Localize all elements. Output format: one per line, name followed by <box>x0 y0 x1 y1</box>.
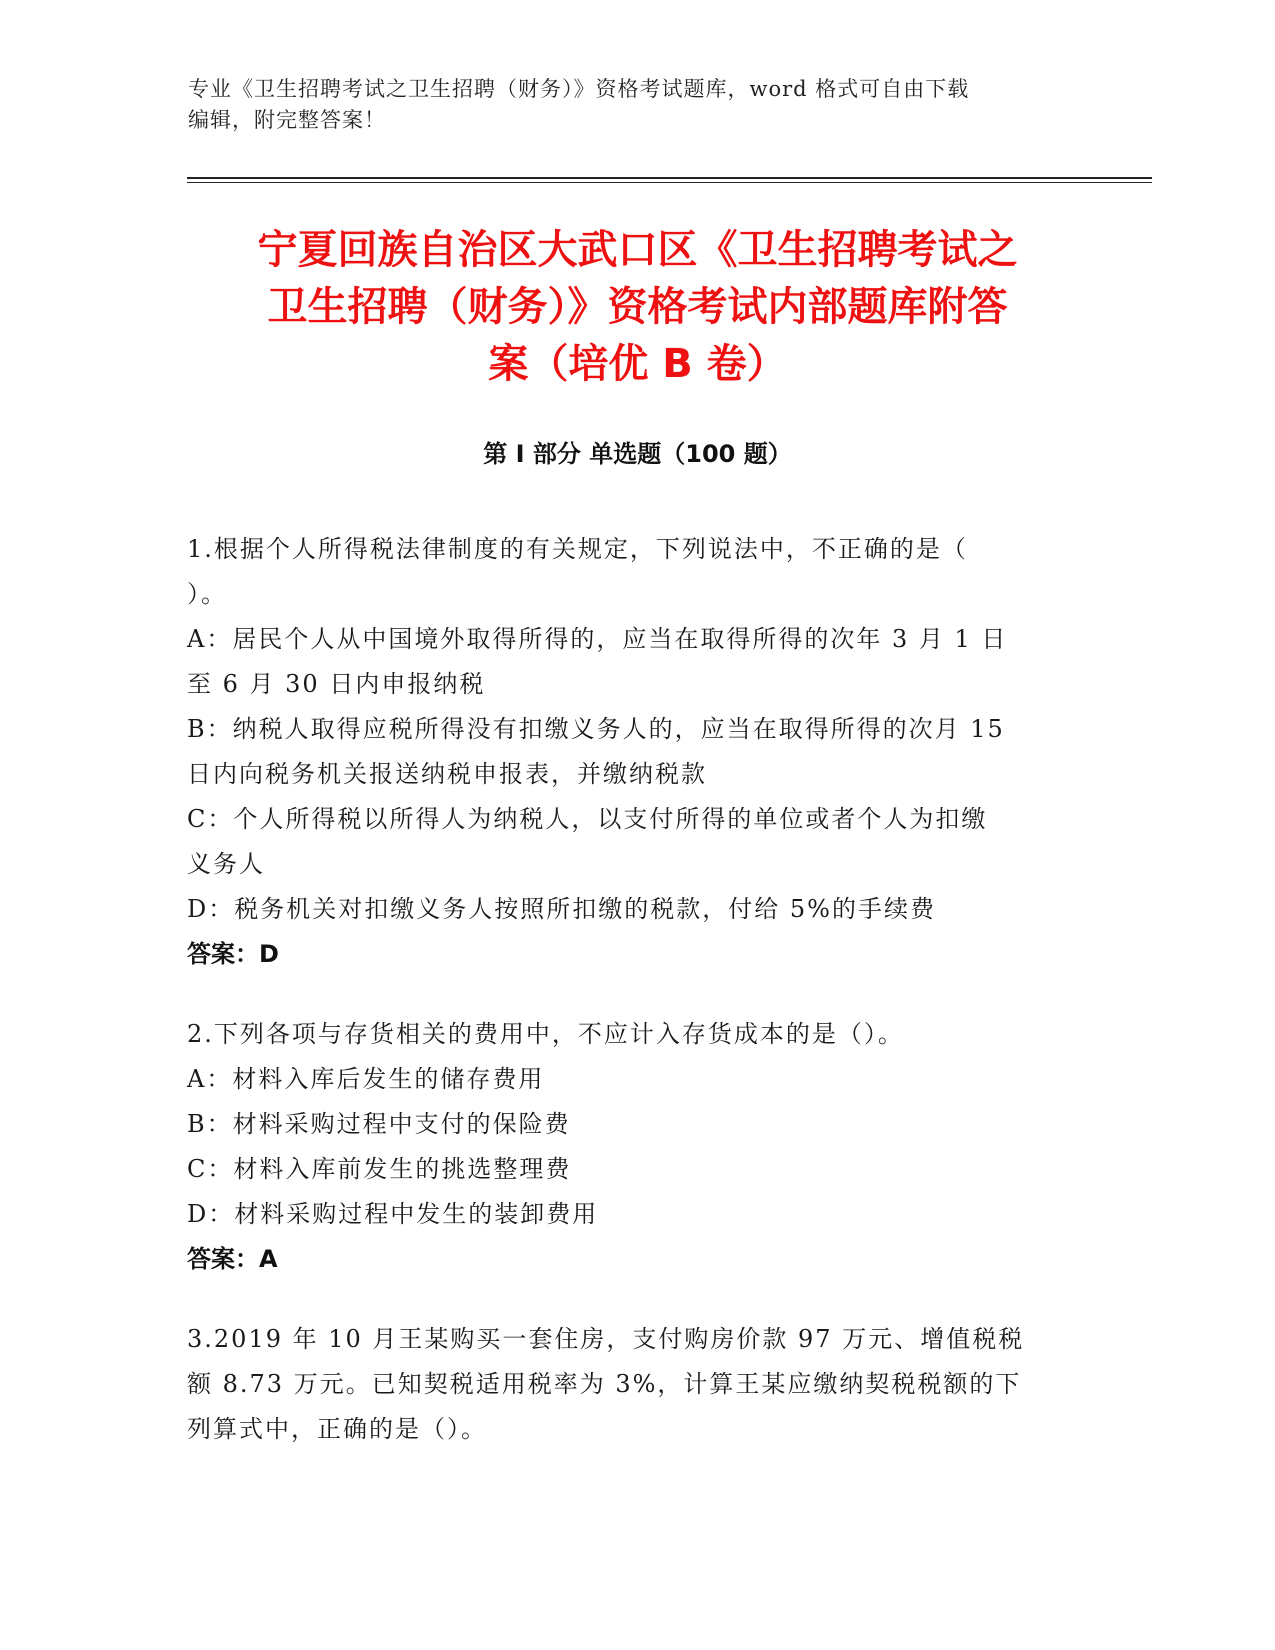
question-1-option-a-line-2: 至 6 月 30 日内申报纳税 <box>187 670 486 698</box>
question-3-stem-line-3: 列算式中，正确的是（）。 <box>187 1415 487 1443</box>
question-1-option-c-line-1: C：个人所得税以所得人为纳税人，以支付所得的单位或者个人为扣缴 <box>187 805 988 833</box>
question-1-option-b-line-2: 日内向税务机关报送纳税申报表，并缴纳税款 <box>187 760 707 788</box>
question-2-option-a: A：材料入库后发生的储存费用 <box>187 1065 545 1093</box>
question-1-stem-line-2: ）。 <box>187 580 227 608</box>
document-title-line-3: 案（培优 B 卷） <box>488 341 787 387</box>
question-1-option-a-line-1: A：居民个人从中国境外取得所得的，应当在取得所得的次年 3 月 1 日 <box>187 625 1008 653</box>
question-1-option-d: D：税务机关对扣缴义务人按照所扣缴的税款，付给 5%的手续费 <box>187 895 936 923</box>
question-1-option-b-line-1: B：纳税人取得应税所得没有扣缴义务人的，应当在取得所得的次月 15 <box>187 715 1005 743</box>
question-3-stem-line-1: 3.2019 年 10 月王某购买一套住房，支付购房价款 97 万元、增值税税 <box>187 1325 1025 1353</box>
header-divider-thin <box>187 182 1152 183</box>
question-3-stem-line-2: 额 8.73 万元。已知契税适用税率为 3%，计算王某应缴纳契税税额的下 <box>187 1370 1022 1398</box>
question-2-option-d: D：材料采购过程中发生的装卸费用 <box>187 1200 599 1228</box>
question-1-option-c-line-2: 义务人 <box>187 850 265 878</box>
question-2 <box>187 1012 1082 1282</box>
header-divider <box>187 177 1152 179</box>
document-title-line-2: 卫生招聘（财务）》资格考试内部题库附答 <box>267 284 1008 330</box>
document-title <box>170 222 1105 393</box>
question-3 <box>187 1317 1082 1452</box>
question-1 <box>187 527 1082 977</box>
header-note-line-1: 专业《卫生招聘考试之卫生招聘（财务）》资格考试题库，word 格式可自由下载 <box>188 77 970 101</box>
document-title-line-1: 宁夏回族自治区大武口区《卫生招聘考试之 <box>257 227 1018 273</box>
question-2-stem: 2.下列各项与存货相关的费用中，不应计入存货成本的是（）。 <box>187 1020 904 1048</box>
question-2-answer: 答案：A <box>187 1245 278 1273</box>
header-note <box>188 74 1088 136</box>
question-2-option-c: C：材料入库前发生的挑选整理费 <box>187 1155 572 1183</box>
header-note-line-2: 编辑，附完整答案！ <box>188 108 386 132</box>
question-2-option-b: B：材料采购过程中支付的保险费 <box>187 1110 571 1138</box>
question-1-stem-line-1: 1.根据个人所得税法律制度的有关规定，下列说法中，不正确的是（ <box>187 535 968 563</box>
question-1-answer: 答案：D <box>187 940 279 968</box>
question-list <box>187 527 1082 1487</box>
section-title: 第 I 部分 单选题（100 题） <box>483 440 792 468</box>
